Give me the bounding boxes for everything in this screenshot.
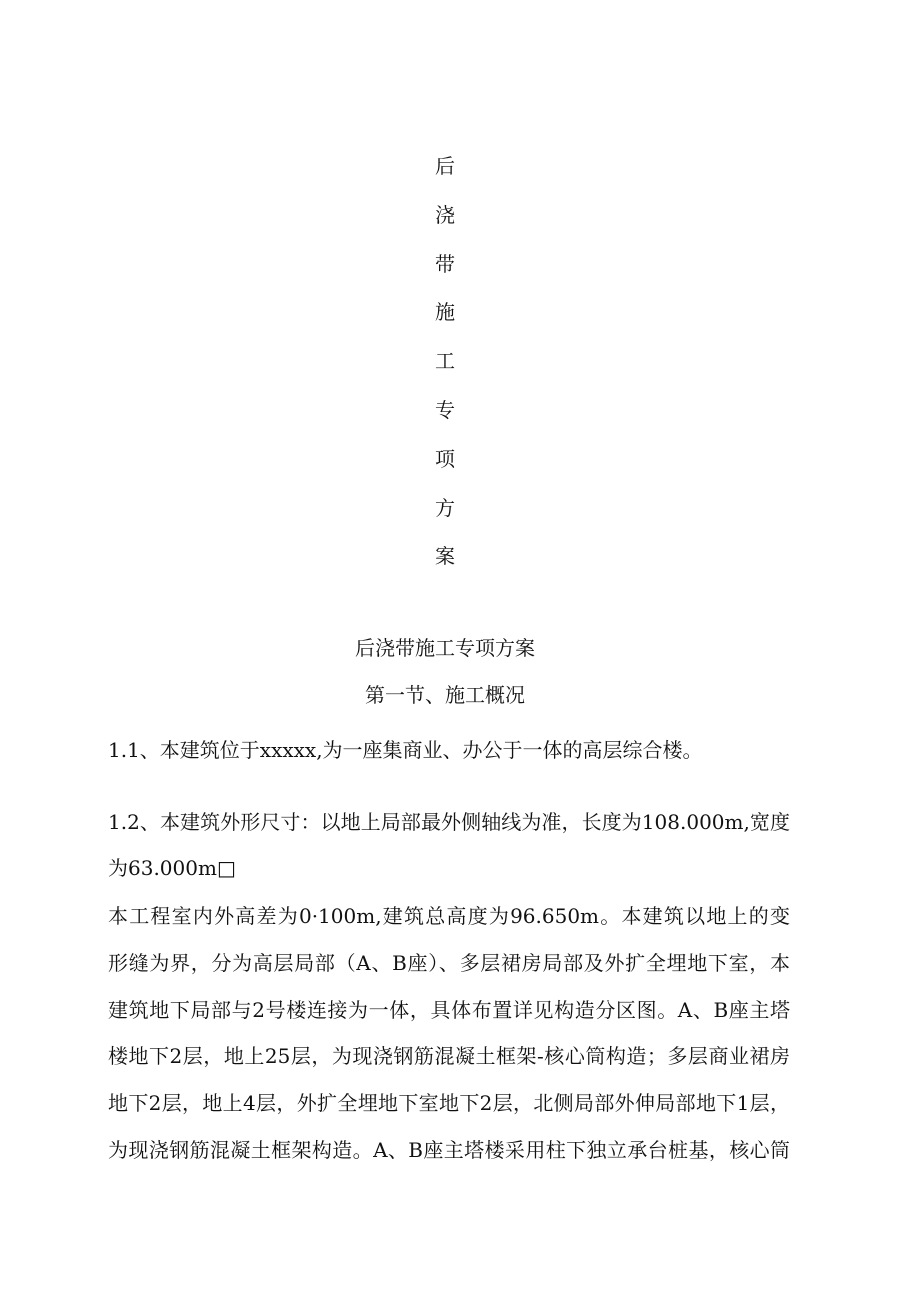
- paragraph-1-1: [108, 733, 790, 767]
- cover-title-char: 浇: [435, 202, 455, 227]
- cover-title-char: 方: [435, 495, 455, 520]
- cover-title-char: 案: [435, 544, 455, 569]
- cover-vertical-title: [0, 149, 890, 588]
- cover-title-char: 施: [435, 300, 455, 325]
- cover-title-char: 后: [435, 154, 455, 178]
- paragraph-1-3: [108, 893, 790, 1174]
- document-title: 后浇带施工专项方案: [355, 636, 535, 660]
- paragraph-line: 楼地下2层，地上25层，为现浇钢筋混凝土框架-核心筒构造；多层商业裙房: [108, 1044, 790, 1069]
- paragraph-line: 1.2、本建筑外形尺寸：以地上局部最外侧轴线为准，长度为108.000m,宽度: [108, 810, 790, 834]
- paragraph-line: 为现浇钢筋混凝土框架构造。A、B座主塔楼采用柱下独立承台桩基，核心筒: [108, 1137, 790, 1162]
- cover-title-char: 项: [435, 446, 455, 471]
- section-title: 第一节、施工概况: [365, 683, 525, 707]
- cover-title-char: 工: [435, 349, 455, 374]
- paragraph-line: 本工程室内外高差为0·100m,建筑总高度为96.650m。本建筑以地上的变: [108, 904, 790, 928]
- paragraph-line: 为63.000m□: [108, 856, 236, 880]
- cover-title-char: 带: [435, 251, 455, 276]
- paragraph-line: 地下2层，地上4层，外扩全埋地下室地下2层，北侧局部外伸局部地下1层，: [108, 1091, 790, 1116]
- cover-title-char: 专: [435, 397, 455, 422]
- paragraph-line: 建筑地下局部与2号楼连接为一体，具体布置详见构造分区图。A、B座主塔: [108, 997, 790, 1022]
- paragraph-1-2: [108, 799, 790, 891]
- paragraph-line: 形缝为界，分为高层局部（A、B座）、多层裙房局部及外扩全埋地下室，本: [108, 950, 790, 975]
- paragraph-line: 1.1、本建筑位于xxxxx,为一座集商业、办公于一体的高层综合楼。: [108, 738, 703, 762]
